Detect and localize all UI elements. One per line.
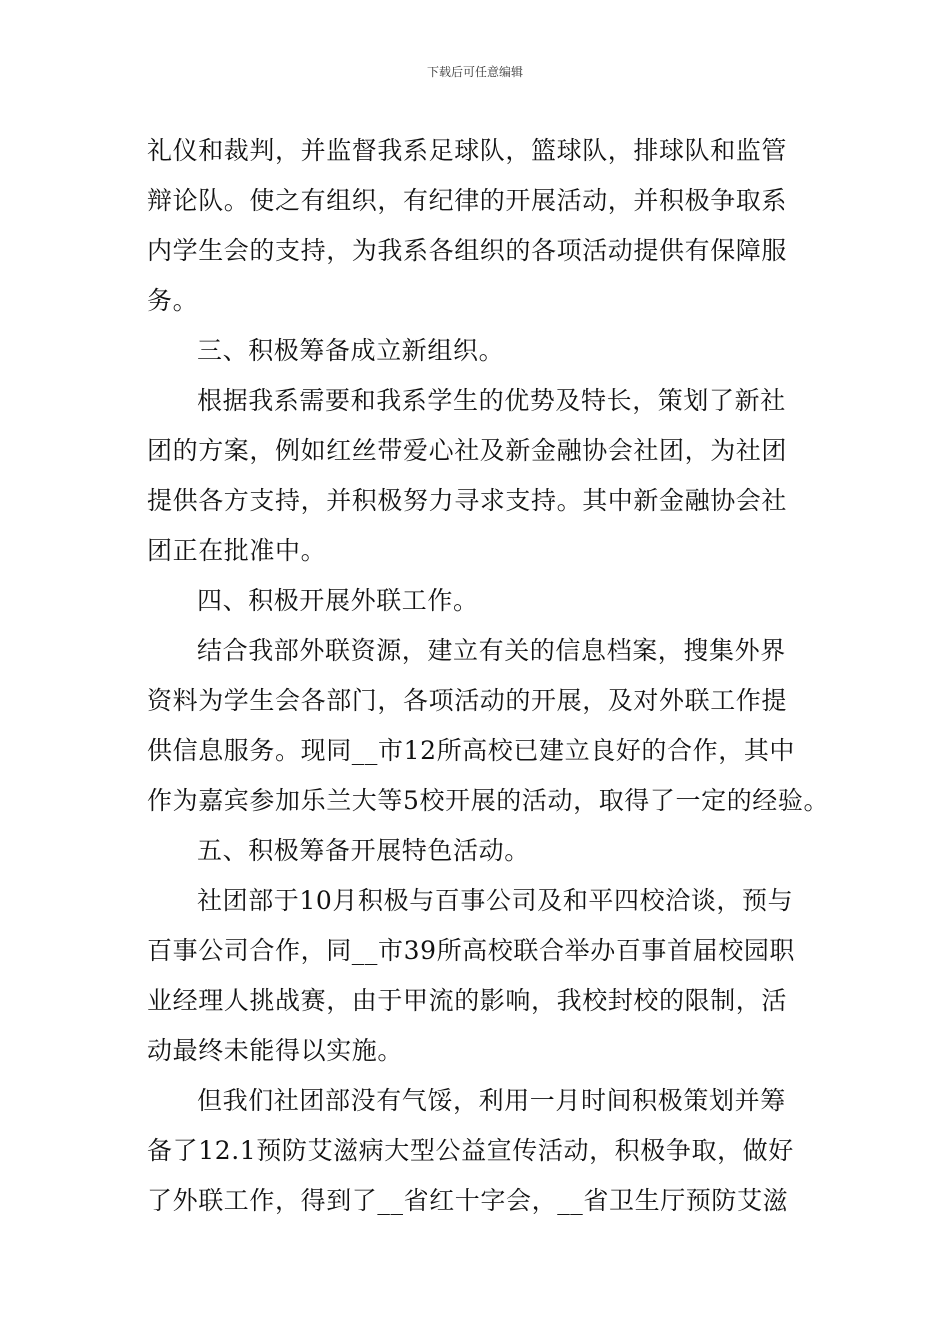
section-heading: 五、积极筹备开展特色活动。 [197,836,530,865]
text-line: 社团部于10月积极与百事公司及和平四校洽谈，预与 [197,886,794,915]
text-line: 但我们社团部没有气馁，利用一月时间积极策划并筹 [197,1086,786,1115]
text-line: 团的方案，例如红丝带爱心社及新金融协会社团，为社团 [147,436,788,465]
text-line: 礼仪和裁判，并监督我系足球队，篮球队，排球队和监管 [147,136,788,165]
section-heading: 三、积极筹备成立新组织。 [197,336,505,365]
text-line: 内学生会的支持，为我系各组织的各项活动提供有保障服 [147,236,788,265]
document-body [147,126,830,1226]
text-line: 供信息服务。现同__市12所高校已建立良好的合作，其中 [147,736,796,765]
text-line: 务。 [147,286,199,315]
text-line: 团正在批准中。 [147,536,327,565]
text-line: 结合我部外联资源，建立有关的信息档案，搜集外界 [197,636,786,665]
text-line: 作为嘉宾参加乐兰大等5校开展的活动，取得了一定的经验。 [147,786,830,815]
page-header: 下载后可任意编辑 [426,65,523,79]
text-line: 业经理人挑战赛，由于甲流的影响，我校封校的限制，活 [147,986,788,1015]
text-line: 备了12.1预防艾滋病大型公益宣传活动，积极争取，做好 [147,1136,794,1165]
text-line: 辩论队。使之有组织，有纪律的开展活动，并积极争取系 [147,186,788,215]
text-line: 资料为学生会各部门，各项活动的开展，及对外联工作提 [147,686,788,715]
text-line: 提供各方支持，并积极努力寻求支持。其中新金融协会社 [147,486,788,515]
text-line: 动最终未能得以实施。 [147,1036,404,1065]
section-heading: 四、积极开展外联工作。 [197,586,479,615]
text-line: 根据我系需要和我系学生的优势及特长，策划了新社 [197,386,786,415]
text-line: 百事公司合作，同__市39所高校联合举办百事首届校园职 [147,936,796,965]
text-line: 了外联工作，得到了__省红十字会，__省卫生厅预防艾滋 [147,1186,789,1215]
